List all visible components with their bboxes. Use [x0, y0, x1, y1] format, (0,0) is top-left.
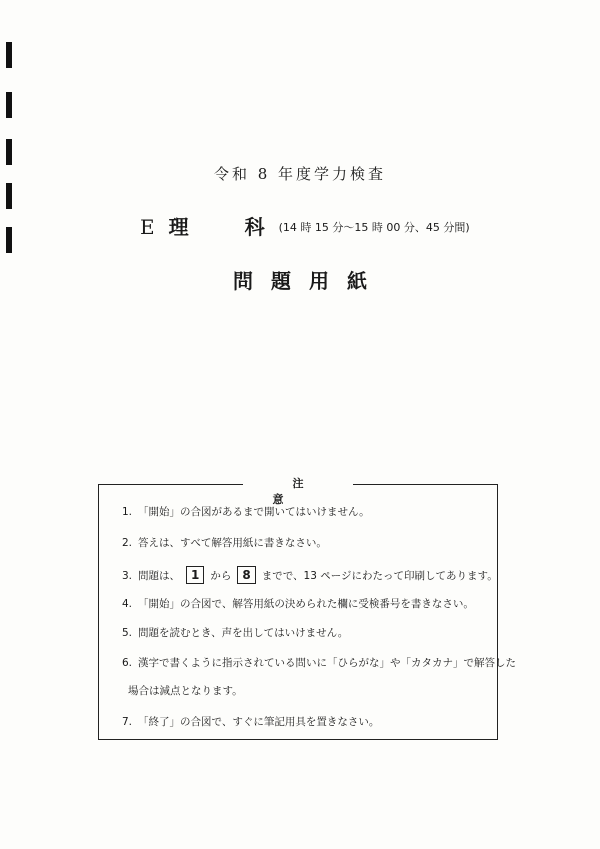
- exam-title: 令和 8 年度学力検査: [213, 165, 387, 183]
- boxed-number: 8: [237, 566, 255, 584]
- notice-item: 1. 「開始」の合図があるまで開いてはいけません。: [122, 506, 370, 518]
- subject-line: [140, 211, 470, 240]
- subject-name-part: 科: [244, 215, 265, 239]
- notice-item: 場合は減点となります。: [128, 685, 243, 697]
- registration-mark: [6, 92, 12, 118]
- boxed-number: 1: [186, 566, 204, 584]
- registration-mark: [6, 42, 12, 68]
- registration-mark: [6, 227, 12, 253]
- document-type-title: 問題用紙: [233, 269, 385, 293]
- notice-item: 5. 問題を読むとき、声を出してはいけません。: [122, 627, 349, 639]
- notice-box: [98, 484, 498, 740]
- registration-mark: [6, 183, 12, 209]
- subject-name-part: 理: [168, 215, 189, 239]
- notice-heading: 注意: [243, 476, 353, 492]
- exam-time-info: (14 時 15 分〜15 時 00 分、45 分間): [278, 221, 470, 234]
- notice-item: 2. 答えは、すべて解答用紙に書きなさい。: [122, 537, 327, 549]
- notice-item: 3. 問題は、 1 から 8 までで、13 ページにわたって印刷してあります。: [122, 568, 498, 582]
- notice-item: 6. 漢字で書くように指示されている問いに「ひらがな」や「カタカナ」で解答した: [122, 657, 517, 669]
- registration-mark: [6, 139, 12, 165]
- notice-item: 7. 「終了」の合図で、すぐに筆記用具を置きなさい。: [122, 716, 380, 728]
- notice-item: 4. 「開始」の合図で、解答用紙の決められた欄に受検番号を書きなさい。: [122, 598, 474, 610]
- subject-letter: E: [140, 215, 155, 239]
